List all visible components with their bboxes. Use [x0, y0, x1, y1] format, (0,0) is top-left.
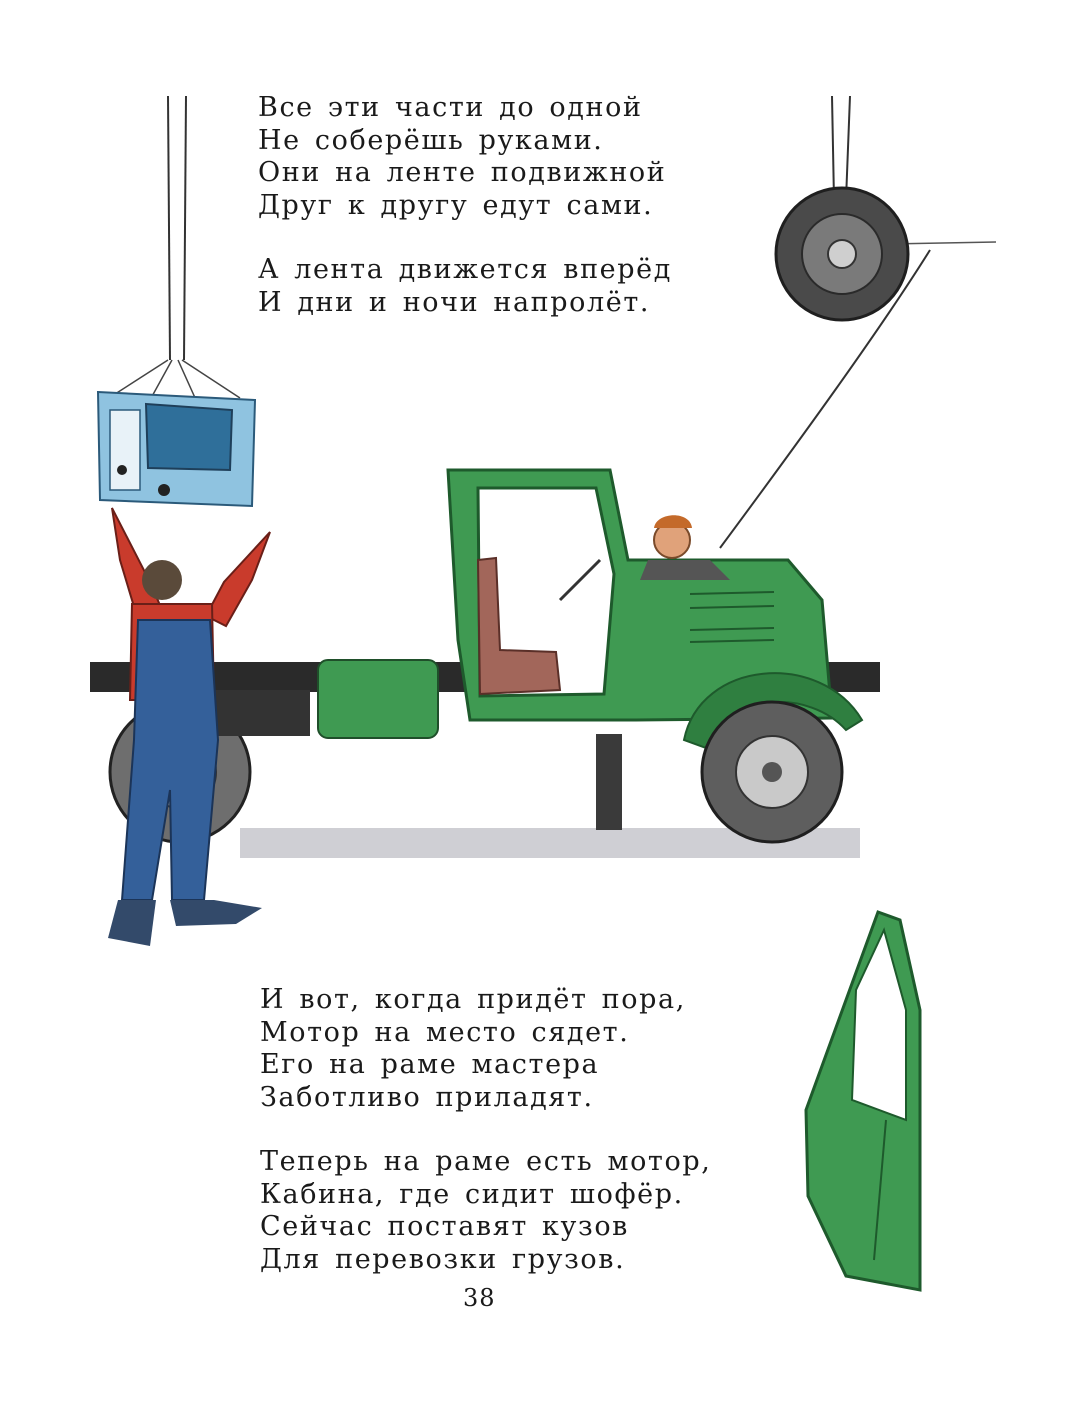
poem-line: Его на раме мастера — [260, 1049, 600, 1080]
poem-line: Все эти части до одной — [258, 92, 643, 123]
stanza-4 — [260, 1146, 711, 1276]
stanza-3 — [260, 984, 686, 1114]
poem-line: И вот, когда придёт пора, — [260, 984, 686, 1015]
poem-line: И дни и ночи напролёт. — [258, 286, 651, 318]
poem-line: А лента движется вперёд — [258, 254, 672, 285]
poem-line: Друг к другу едут сами. — [258, 189, 654, 221]
poem-line: Заботливо приладят. — [260, 1081, 594, 1113]
poem-line: Они на ленте подвижной — [258, 157, 667, 188]
poem-line: Кабина, где сидит шофёр. — [260, 1178, 684, 1210]
poem-line: Для перевозки грузов. — [260, 1243, 626, 1275]
page-number: 38 — [463, 1284, 496, 1312]
poem-line: Сейчас поставят кузов — [260, 1211, 629, 1242]
poem-line: Не соберёшь руками. — [258, 124, 604, 156]
hanging-cabin-part-illustration — [98, 96, 255, 506]
truck-door-illustration — [806, 912, 920, 1290]
poem-line: Теперь на раме есть мотор, — [260, 1146, 712, 1177]
stanza-2 — [258, 254, 672, 319]
stanza-1 — [258, 92, 666, 222]
poem-line: Мотор на место сядет. — [260, 1016, 630, 1048]
hanging-wheel-illustration — [720, 96, 996, 548]
